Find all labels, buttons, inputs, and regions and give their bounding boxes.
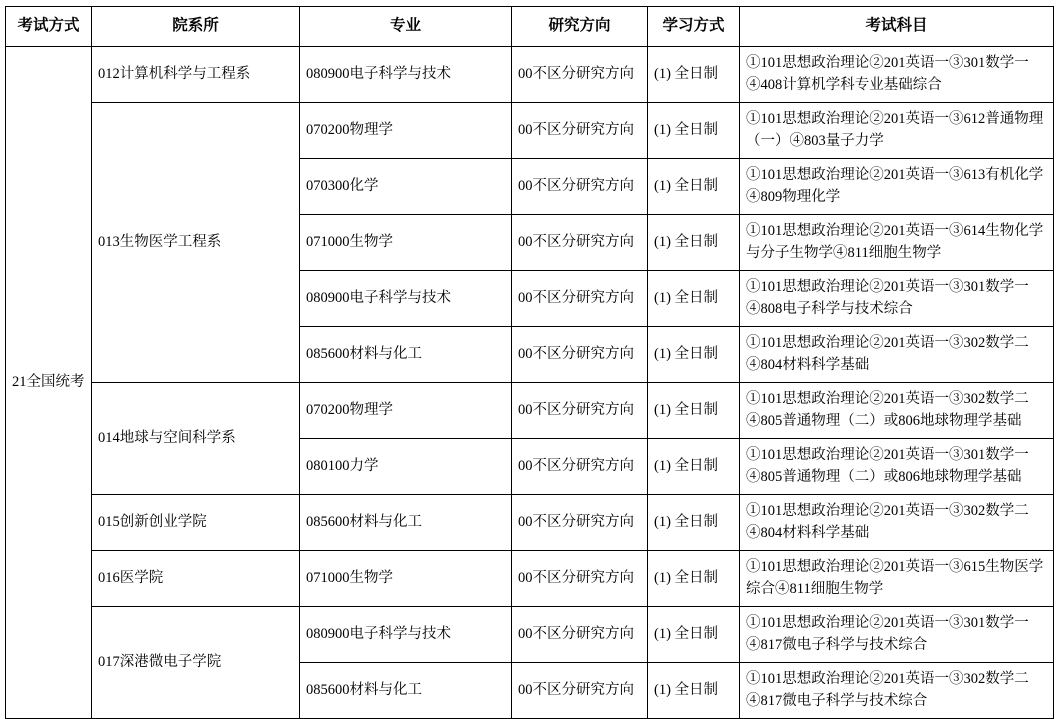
cell-department: 016医学院 [92, 551, 300, 607]
cell-research-direction: 00不区分研究方向 [512, 103, 648, 159]
cell-exam-subjects: ①101思想政治理论②201英语一③301数学一④808电子科学与技术综合 [740, 271, 1054, 327]
cell-study-mode: (1) 全日制 [648, 551, 740, 607]
cell-study-mode: (1) 全日制 [648, 607, 740, 663]
cell-research-direction: 00不区分研究方向 [512, 47, 648, 103]
cell-exam-subjects: ①101思想政治理论②201英语一③302数学二④805普通物理（二）或806地球物理学基础 [740, 383, 1054, 439]
cell-major: 071000生物学 [300, 215, 512, 271]
cell-study-mode: (1) 全日制 [648, 215, 740, 271]
cell-study-mode: (1) 全日制 [648, 327, 740, 383]
cell-research-direction: 00不区分研究方向 [512, 271, 648, 327]
cell-exam-subjects: ①101思想政治理论②201英语一③302数学二④817微电子科学与技术综合 [740, 663, 1054, 719]
column-header-major: 专业 [300, 7, 512, 47]
cell-research-direction: 00不区分研究方向 [512, 327, 648, 383]
cell-major: 085600材料与化工 [300, 663, 512, 719]
cell-major: 080900电子科学与技术 [300, 271, 512, 327]
cell-research-direction: 00不区分研究方向 [512, 383, 648, 439]
table-header [6, 7, 1054, 47]
table-row [6, 47, 1054, 103]
header-row [6, 7, 1054, 47]
cell-study-mode: (1) 全日制 [648, 271, 740, 327]
cell-study-mode: (1) 全日制 [648, 383, 740, 439]
cell-study-mode: (1) 全日制 [648, 495, 740, 551]
cell-exam-subjects: ①101思想政治理论②201英语一③613有机化学④809物理化学 [740, 159, 1054, 215]
cell-major: 070200物理学 [300, 103, 512, 159]
cell-research-direction: 00不区分研究方向 [512, 215, 648, 271]
table-row [6, 495, 1054, 551]
cell-research-direction: 00不区分研究方向 [512, 663, 648, 719]
column-header-department: 院系所 [92, 7, 300, 47]
cell-exam-subjects: ①101思想政治理论②201英语一③302数学二④804材料科学基础 [740, 495, 1054, 551]
table-body [6, 47, 1054, 719]
table-row [6, 103, 1054, 159]
cell-major: 080900电子科学与技术 [300, 607, 512, 663]
cell-study-mode: (1) 全日制 [648, 663, 740, 719]
column-header-study-mode: 学习方式 [648, 7, 740, 47]
table-row [6, 383, 1054, 439]
cell-exam-mode: 21全国统考 [6, 47, 92, 719]
cell-major: 080100力学 [300, 439, 512, 495]
cell-exam-subjects: ①101思想政治理论②201英语一③615生物医学综合④811细胞生物学 [740, 551, 1054, 607]
cell-exam-subjects: ①101思想政治理论②201英语一③612普通物理（一）④803量子力学 [740, 103, 1054, 159]
cell-exam-subjects: ①101思想政治理论②201英语一③614生物化学与分子生物学④811细胞生物学 [740, 215, 1054, 271]
cell-department: 014地球与空间科学系 [92, 383, 300, 495]
cell-exam-subjects: ①101思想政治理论②201英语一③302数学二④804材料科学基础 [740, 327, 1054, 383]
cell-research-direction: 00不区分研究方向 [512, 551, 648, 607]
cell-exam-subjects: ①101思想政治理论②201英语一③301数学一④805普通物理（二）或806地球物理学基础 [740, 439, 1054, 495]
cell-major: 070300化学 [300, 159, 512, 215]
cell-department: 015创新创业学院 [92, 495, 300, 551]
cell-research-direction: 00不区分研究方向 [512, 495, 648, 551]
cell-major: 085600材料与化工 [300, 327, 512, 383]
table-row [6, 607, 1054, 663]
cell-research-direction: 00不区分研究方向 [512, 607, 648, 663]
cell-study-mode: (1) 全日制 [648, 103, 740, 159]
cell-exam-subjects: ①101思想政治理论②201英语一③301数学一④817微电子科学与技术综合 [740, 607, 1054, 663]
table-row [6, 551, 1054, 607]
cell-department: 017深港微电子学院 [92, 607, 300, 719]
cell-exam-subjects: ①101思想政治理论②201英语一③301数学一④408计算机学科专业基础综合 [740, 47, 1054, 103]
column-header-research-direction: 研究方向 [512, 7, 648, 47]
cell-major: 085600材料与化工 [300, 495, 512, 551]
cell-study-mode: (1) 全日制 [648, 159, 740, 215]
column-header-exam-mode: 考试方式 [6, 7, 92, 47]
column-header-exam-subjects: 考试科目 [740, 7, 1054, 47]
cell-study-mode: (1) 全日制 [648, 47, 740, 103]
cell-department: 012计算机科学与工程系 [92, 47, 300, 103]
cell-research-direction: 00不区分研究方向 [512, 159, 648, 215]
cell-research-direction: 00不区分研究方向 [512, 439, 648, 495]
cell-major: 070200物理学 [300, 383, 512, 439]
cell-major: 080900电子科学与技术 [300, 47, 512, 103]
cell-study-mode: (1) 全日制 [648, 439, 740, 495]
cell-department: 013生物医学工程系 [92, 103, 300, 383]
cell-major: 071000生物学 [300, 551, 512, 607]
exam-subjects-table [5, 6, 1054, 719]
